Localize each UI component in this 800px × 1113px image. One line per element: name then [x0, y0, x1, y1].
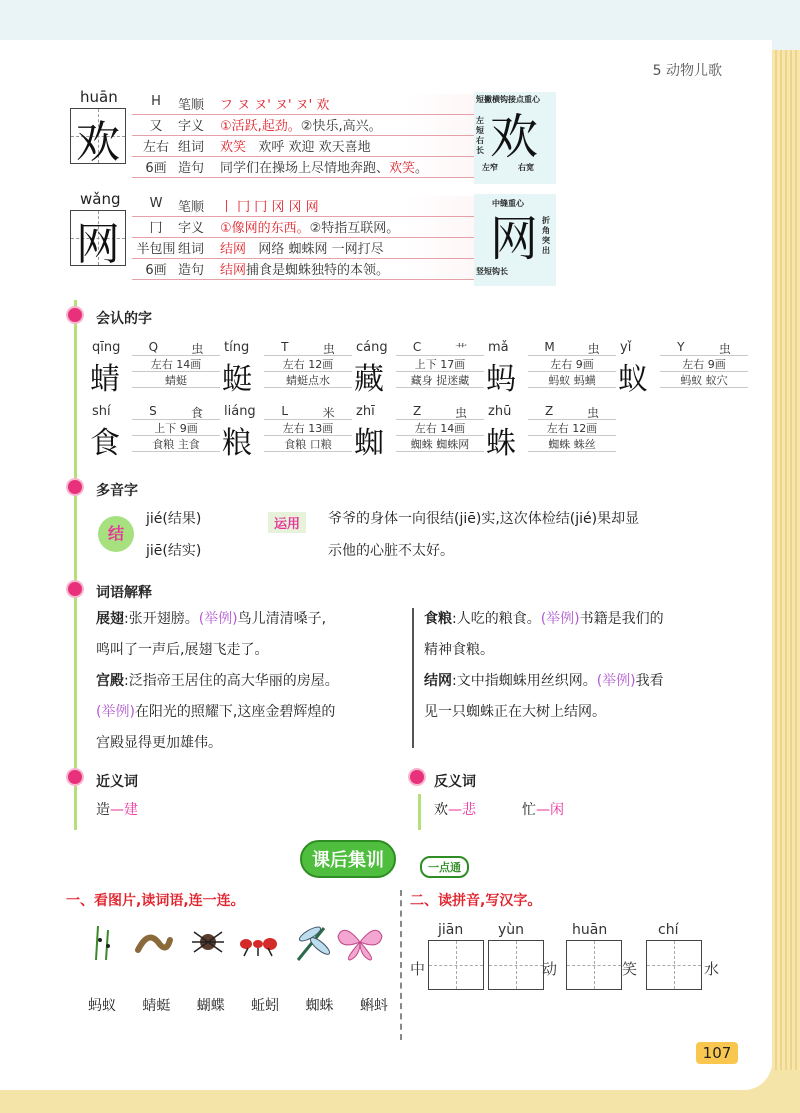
radical: 米	[322, 406, 335, 420]
pencil-icon	[66, 768, 84, 786]
char-words: 蜻蜓点水	[264, 372, 352, 388]
word-option[interactable]: 蝴蝶	[196, 998, 225, 1014]
char-words: 蚂蚁 蚂蟥	[528, 372, 616, 388]
meaning-primary: ①像网的东西。	[220, 221, 310, 236]
char-card-wang	[66, 190, 556, 286]
explain-item	[96, 604, 408, 635]
char-structure	[264, 420, 352, 436]
radical: 冂	[149, 221, 163, 236]
column-divider	[412, 608, 414, 748]
char: 食	[90, 426, 120, 461]
word-highlight: 结网	[220, 242, 247, 257]
strokes: 9画	[179, 422, 198, 435]
structure: 左右	[150, 358, 173, 371]
char-pinyin: qīng	[92, 340, 121, 355]
card-pinyin: huān	[80, 88, 118, 106]
word-option[interactable]: 蚂蚁	[88, 998, 116, 1014]
insect-illustrations	[88, 920, 388, 964]
structure: 左右	[142, 140, 169, 155]
char-structure	[528, 420, 616, 436]
explain-item	[424, 666, 744, 697]
char-header	[132, 404, 220, 420]
label: 字义	[178, 119, 205, 134]
earthworm-icon	[138, 938, 170, 951]
write-box[interactable]	[488, 940, 544, 990]
structure: 上下	[154, 422, 177, 435]
strokes: 9画	[707, 358, 726, 371]
char-pinyin: cáng	[356, 340, 388, 355]
example-cont: 见一只蜘蛛正在大树上结网。	[424, 704, 606, 720]
recognize-char-entry	[222, 404, 354, 464]
exercise1-title: 一、看图片,读词语,连一连。	[66, 893, 245, 909]
letter: Q	[148, 340, 159, 354]
meaning-secondary: ②快乐,高兴。	[300, 119, 382, 134]
letter: Z	[544, 404, 554, 418]
radical: 虫	[718, 342, 731, 356]
sentence-end: 捕食是蜘蛛独特的本领。	[246, 263, 390, 278]
polyphone-reading: jié(结果)	[146, 511, 202, 527]
section-rule	[74, 300, 77, 830]
radical: 食	[190, 406, 203, 420]
section-title-antonym: 反义词	[434, 774, 476, 790]
char-header	[264, 340, 352, 356]
char-words: 食粮 口粮	[264, 436, 352, 452]
card-char: 欢	[76, 117, 120, 168]
radical: 虫	[322, 342, 335, 356]
guide-char: 网	[490, 211, 539, 267]
dash: —	[448, 802, 462, 818]
word: 悲	[462, 802, 476, 818]
char: 粮	[222, 426, 252, 461]
letter: Y	[677, 340, 685, 354]
label: 字义	[178, 221, 205, 236]
butterfly-icon	[338, 930, 382, 960]
letter: C	[412, 340, 422, 354]
polyphone-char: 结	[98, 516, 134, 552]
char: 蜓	[222, 362, 252, 397]
recognize-char-entry	[90, 340, 222, 400]
pencil-icon	[66, 478, 84, 496]
char-words: 食粮 主食	[132, 436, 220, 452]
explain-item	[424, 604, 744, 635]
pencil-icon	[66, 306, 84, 324]
label: 造句	[178, 161, 205, 176]
char-info	[132, 340, 220, 388]
char: 藏	[354, 362, 384, 397]
letter: T	[281, 340, 289, 354]
char-header	[132, 340, 220, 356]
guide-note: 折角突出	[542, 216, 550, 255]
char-header	[396, 340, 484, 356]
writing-guide	[474, 92, 556, 184]
letter: Z	[412, 404, 422, 418]
words: 网络 蜘蛛网 一网打尽	[258, 242, 384, 257]
example-cont: 鸣叫了一声后,展翅飞走了。	[96, 642, 269, 658]
exercise2-area	[408, 920, 768, 1000]
sentence-highlight: 结网	[220, 263, 247, 278]
example-label: (举例)	[596, 673, 636, 689]
char-words: 藏身 捉迷藏	[396, 372, 484, 388]
strokes: 12画	[572, 422, 598, 435]
term: 食粮	[424, 611, 452, 627]
radical: 又	[149, 119, 163, 134]
char-pinyin: zhī	[356, 404, 375, 419]
red-ant-icon	[240, 938, 277, 956]
writing-guide	[474, 194, 556, 286]
ant-on-grass-icon	[96, 926, 110, 960]
dash: —	[110, 802, 124, 818]
char-info	[396, 404, 484, 452]
recognize-char-entry	[486, 404, 618, 464]
radical: 虫	[455, 406, 468, 420]
guide-note: 中缝重心	[492, 199, 524, 208]
char-words: 蜻蜓	[132, 372, 220, 388]
write-box[interactable]	[646, 940, 702, 990]
page-edge	[772, 50, 800, 1110]
structure: 左右	[282, 422, 305, 435]
word-part: 笑	[622, 960, 638, 978]
word-option[interactable]: 蜘蛛	[305, 998, 334, 1014]
explain-right	[424, 604, 744, 728]
char: 蚁	[618, 362, 648, 397]
example: 我看	[635, 673, 664, 689]
char-pinyin: liáng	[224, 404, 256, 419]
char-header	[660, 340, 748, 356]
structure: 左右	[550, 358, 573, 371]
label: 笔顺	[178, 200, 205, 215]
structure: 上下	[414, 358, 437, 371]
char-words: 蚂蚁 蚁穴	[660, 372, 748, 388]
term: 展翅	[96, 611, 124, 627]
char: 蚂	[486, 362, 516, 397]
stroke-order: フ ヌ ヌ' ヌ' ヌ' 欢	[220, 98, 330, 113]
strokes: 6画	[145, 161, 167, 176]
antonym-pair	[522, 795, 564, 826]
word-part: 中	[410, 960, 426, 978]
char-pinyin: mǎ	[488, 340, 509, 355]
exercise1-words	[88, 995, 388, 1015]
word-part: 水	[704, 960, 720, 978]
section-title-explain: 词语解释	[96, 585, 152, 601]
recognize-char-entry	[486, 340, 618, 400]
section-title-recognize: 会认的字	[96, 311, 152, 327]
explain-left	[96, 604, 408, 759]
polyphone-sentence: 示他的心脏不太好。	[328, 543, 454, 559]
banner-subtitle: 一点通	[420, 856, 469, 878]
synonym-pair	[96, 795, 138, 826]
section-title-synonym: 近义词	[96, 774, 138, 790]
section-rule	[418, 794, 421, 830]
polyphone-reading: jiē(结实)	[146, 543, 202, 559]
example-label: (举例)	[540, 611, 580, 627]
strokes: 6画	[145, 263, 167, 278]
strokes: 14画	[440, 422, 466, 435]
pencil-icon	[408, 768, 426, 786]
guide-note: 左短右长	[476, 116, 484, 155]
insect-pictures	[88, 920, 388, 964]
dash: —	[536, 802, 550, 818]
label: 笔顺	[178, 98, 205, 113]
radical: 虫	[587, 406, 600, 420]
antonym-pair	[434, 795, 476, 826]
letter: H	[151, 94, 161, 109]
recognize-char-entry	[90, 404, 222, 464]
sentence-highlight: 欢笑	[389, 161, 416, 176]
pinyin-prompt: yùn	[498, 922, 525, 938]
char-info	[528, 404, 616, 452]
char-info	[396, 340, 484, 388]
guide-char: 欢	[490, 109, 539, 165]
letter: S	[149, 404, 157, 418]
exercise-banner	[300, 838, 500, 878]
card-pinyin: wǎng	[80, 190, 121, 208]
radical: 艹	[455, 342, 468, 356]
example: 在阳光的照耀下,这座金碧辉煌的	[134, 704, 336, 720]
example-cont: 精神食粮。	[424, 642, 494, 658]
char: 蜻	[90, 362, 120, 397]
radical: 虫	[191, 342, 204, 356]
section-title-polyphone: 多音字	[96, 483, 138, 499]
word: 造	[96, 802, 110, 818]
definition: :人吃的粮食。	[452, 611, 541, 627]
char-header	[396, 404, 484, 420]
label: 组词	[178, 140, 205, 155]
chapter-title: 5 动物儿歌	[652, 63, 722, 79]
char-pinyin: shí	[92, 404, 111, 419]
pinyin-prompt: huān	[572, 922, 608, 938]
char: 蜘	[354, 426, 384, 461]
word-option[interactable]: 蜻蜓	[142, 998, 171, 1014]
char-structure	[132, 356, 220, 372]
guide-note: 右宽	[518, 163, 534, 172]
strokes: 17画	[440, 358, 466, 371]
char-info	[132, 404, 220, 452]
write-box[interactable]	[428, 940, 484, 990]
polyphone-sentence: 爷爷的身体一向很结(jiē)实,这次体检结(jié)果却显	[328, 511, 640, 527]
char-words: 蜘蛛 蛛丝	[528, 436, 616, 452]
word: 欢	[434, 802, 448, 818]
dragonfly-icon	[298, 925, 332, 960]
char-header	[528, 404, 616, 420]
char-pinyin: tíng	[224, 340, 250, 355]
letter: W	[149, 196, 163, 211]
example: 鸟儿清清嗓子,	[237, 611, 327, 627]
use-label: 运用	[268, 512, 306, 533]
structure: 左右	[682, 358, 705, 371]
strokes: 14画	[176, 358, 202, 371]
banner-title: 课后集训	[300, 840, 396, 878]
recognize-char-entry	[354, 340, 486, 400]
structure: 左右	[282, 358, 305, 371]
write-box[interactable]	[566, 940, 622, 990]
char-structure	[396, 420, 484, 436]
word: 忙	[522, 802, 536, 818]
page-number: 107	[696, 1042, 738, 1064]
letter: L	[281, 404, 288, 418]
word: 闲	[550, 802, 564, 818]
strokes: 12画	[308, 358, 334, 371]
definition: :文中指蜘蛛用丝织网。	[452, 673, 597, 689]
char-pinyin: yǐ	[620, 340, 632, 355]
word-option[interactable]: 蚯蚓	[251, 998, 280, 1014]
sentence: 同学们在操场上尽情地奔跑、	[220, 161, 390, 176]
exercise2-title: 二、读拼音,写汉字。	[410, 893, 542, 909]
meaning-primary: ①活跃,起劲。	[220, 119, 301, 134]
char-structure	[132, 420, 220, 436]
char-words: 蜘蛛 蜘蛛网	[396, 436, 484, 452]
char-info	[264, 404, 352, 452]
char-structure	[264, 356, 352, 372]
example: 书籍是我们的	[579, 611, 664, 627]
meaning-secondary: ②特指互联网。	[309, 221, 400, 236]
definition: :泛指帝王居住的高大华丽的房屋。	[124, 673, 339, 689]
char-info	[528, 340, 616, 388]
char-card-huan	[66, 88, 556, 184]
strokes: 13画	[308, 422, 334, 435]
radical: 虫	[587, 342, 600, 356]
word-option[interactable]: 蝌蚪	[359, 998, 388, 1014]
guide-note: 竖短钩长	[476, 267, 508, 276]
word-part: 动	[542, 960, 558, 978]
spider-icon	[192, 932, 224, 952]
definition: :张开翅膀。	[124, 611, 199, 627]
sentence-end: 。	[415, 161, 429, 176]
char: 蛛	[486, 426, 516, 461]
strokes: 9画	[575, 358, 594, 371]
term: 宫殿	[96, 673, 124, 689]
char-structure	[528, 356, 616, 372]
structure: 左右	[414, 422, 437, 435]
pinyin-prompt: chí	[658, 922, 679, 938]
word: 建	[124, 802, 138, 818]
recognize-char-entry	[222, 340, 354, 400]
char-info	[660, 340, 748, 388]
card-char: 网	[76, 219, 120, 270]
structure: 左右	[546, 422, 569, 435]
recognize-char-entry	[354, 404, 486, 464]
structure: 半包围	[136, 242, 176, 257]
stroke-order: 丨 冂 冂 冈 冈 网	[220, 200, 319, 215]
example-label: (举例)	[96, 704, 135, 720]
exercise-divider	[400, 890, 402, 1040]
char-structure	[396, 356, 484, 372]
word-highlight: 欢笑	[220, 140, 247, 155]
term: 结网	[424, 673, 452, 689]
label: 造句	[178, 263, 205, 278]
char-header	[264, 404, 352, 420]
char-info	[264, 340, 352, 388]
letter: M	[544, 340, 555, 354]
char-pinyin: zhū	[488, 404, 512, 419]
example-cont: 宫殿显得更加雄伟。	[96, 735, 222, 751]
recognize-char-entry	[618, 340, 750, 400]
words: 欢呼 欢迎 欢天喜地	[258, 140, 371, 155]
guide-note: 短撇横钩接点重心	[476, 95, 540, 104]
pinyin-prompt: jiān	[438, 922, 464, 938]
example-label: (举例)	[198, 611, 238, 627]
label: 组词	[178, 242, 205, 257]
guide-note: 左窄	[482, 163, 498, 172]
char-structure	[660, 356, 748, 372]
explain-item	[96, 666, 408, 697]
pencil-icon	[66, 580, 84, 598]
char-header	[528, 340, 616, 356]
